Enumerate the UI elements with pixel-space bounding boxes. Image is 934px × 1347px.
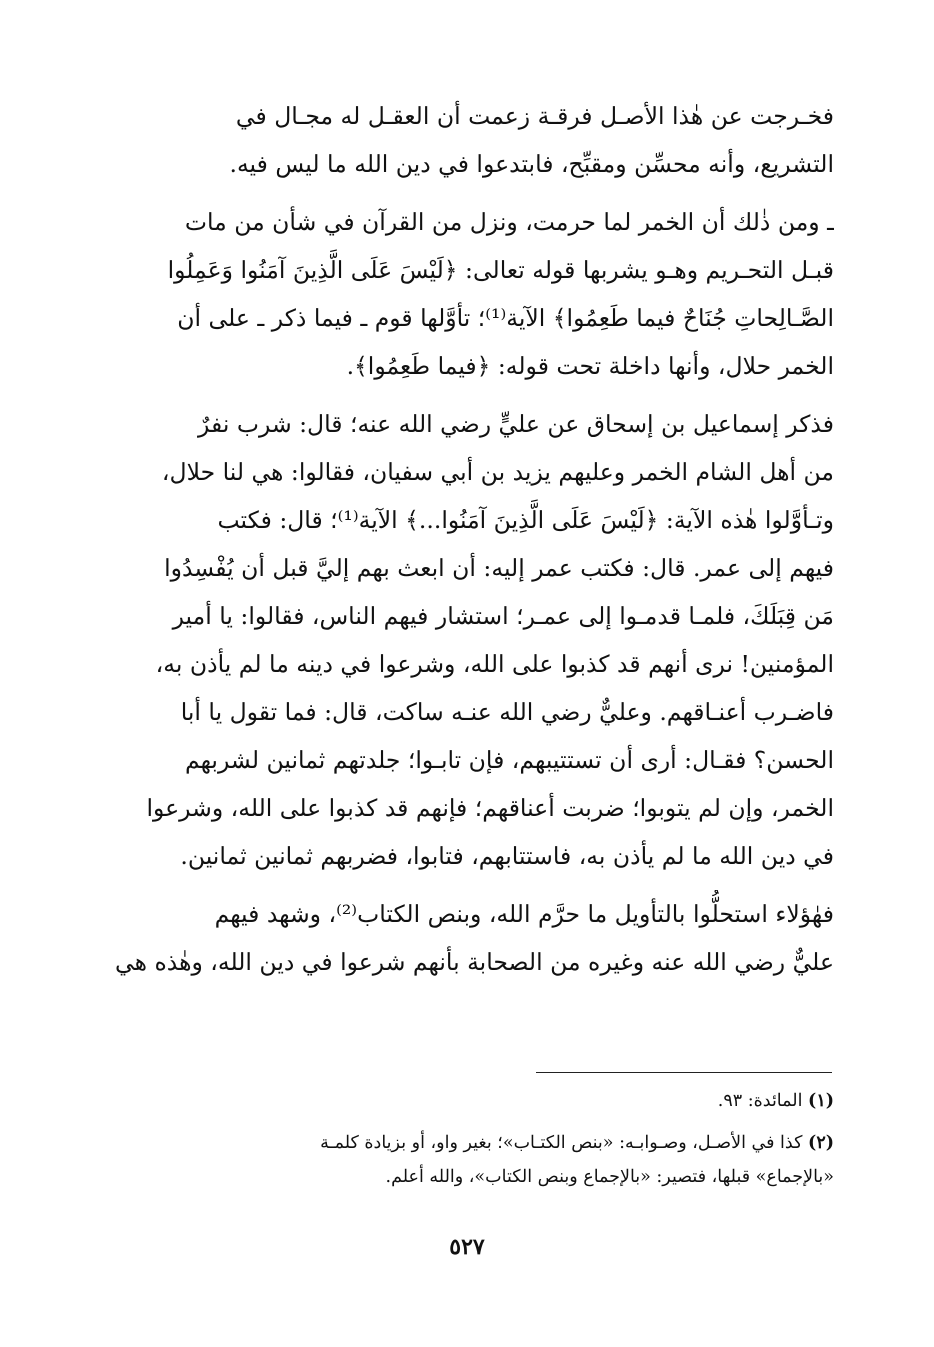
text-line: الحسن؟ فقـال: أرى أن تستتيبهم، فإن تابـوا؛ جلدتهم ثمانين لشربهم bbox=[184, 746, 834, 774]
footnote-line bbox=[100, 1126, 834, 1160]
footnotes bbox=[100, 1084, 834, 1202]
footnote-line bbox=[100, 1084, 834, 1118]
page-number: ٥٢٧ bbox=[449, 1234, 485, 1260]
paragraph-1 bbox=[100, 92, 834, 188]
text-line: الخمر، وإن لم يتوبوا؛ ضربت أعناقهم؛ فإنهم قد كذبوا على الله، وشرعوا bbox=[146, 794, 834, 822]
text-line: فهٰؤلاء استحلُّوا بالتأويل ما حرَّم الله، وبنص الكتاب⁽²⁾، وشهد فيهم bbox=[214, 900, 834, 928]
text-line: وتـأوَّلوا هٰذه الآية: ﴿لَيْسَ عَلَى الَّذِينَ آمَنُوا...﴾ الآية⁽¹⁾؛ قال: فكتب bbox=[217, 506, 834, 534]
text-line: التشريع، وأنه محسِّن ومقبِّح، فابتدعوا في دين الله ما ليس فيه. bbox=[229, 150, 834, 178]
text-line: فاضـرب أعنـاقهم. وعليٌّ رضي الله عنـه ساكت، قال: فما تقول يا أبا bbox=[180, 698, 834, 726]
text-line: فذكر إسماعيل بن إسحاق عن عليٍّ رضي الله عنه؛ قال: شرب نفرٌ bbox=[198, 410, 834, 438]
text-line: ـ ومن ذٰلك أن الخمر لما حرمت، ونزل من القرآن في شأن من مات bbox=[184, 208, 834, 236]
footnote-1 bbox=[100, 1084, 834, 1118]
text-line: المؤمنين! نرى أنهم قد كذبوا على الله، وشرعوا في دينه ما لم يأذن به، bbox=[155, 650, 834, 678]
text-line: في دين الله ما لم يأذن به، فاستتابهم، فتابوا، فضربهم ثمانين ثمانين. bbox=[180, 842, 834, 870]
main-text bbox=[100, 92, 834, 986]
footnote-text: كذا في الأصـل، وصـوابـه: «بنص الكتـاب»؛ بغير واو، أو بزيادة كلمـة bbox=[320, 1133, 803, 1153]
paragraph-4 bbox=[100, 890, 834, 986]
footnote-2 bbox=[100, 1126, 834, 1194]
text-line: فخـرجت عن هٰذا الأصـل فرقـة زعمت أن العقـل له مجـال في bbox=[235, 102, 834, 130]
text-line: مَن قِبَلَكَ، فلمـا قدمـوا إلى عمـر؛ استشار فيهم الناس، فقالوا: يا أمير bbox=[172, 602, 834, 630]
footnote-line: «بالإجماع» قبلها، فتصير: «بالإجماع وبنص الكتاب»، والله أعلم. bbox=[385, 1167, 834, 1187]
text-line: الصَّـالِحاتِ جُنَاحٌ فيما طَعِمُوا﴾ الآية⁽¹⁾؛ تأوَّلها قوم ـ فيما ذكر ـ على أن bbox=[177, 304, 834, 332]
footnote-separator bbox=[536, 1072, 832, 1073]
text-line: عليٌّ رضي الله عنه وغيره من الصحابة بأنهم شرعوا في دين الله، وهٰذه هي bbox=[115, 948, 834, 976]
text-line: قبـل التحـريم وهـو يشربها قوله تعالى: ﴿لَيْسَ عَلَى الَّذِينَ آمَنُوا وَعَمِلُوا bbox=[167, 256, 834, 284]
footnote-text: المائدة: ٩٣. bbox=[717, 1091, 803, 1111]
text-line: الخمر حلال، وأنها داخلة تحت قوله: ﴿فيما طَعِمُوا﴾. bbox=[346, 352, 834, 380]
paragraph-3 bbox=[100, 400, 834, 880]
text-line: فيهم إلى عمر. قال: فكتب عمر إليه: أن ابعث بهم إليَّ قبل أن يُفْسِدُوا bbox=[164, 554, 834, 582]
paragraph-2 bbox=[100, 198, 834, 390]
footnote-number: (٢) bbox=[808, 1133, 834, 1153]
footnote-number: (١) bbox=[808, 1091, 834, 1111]
text-line: من أهل الشام الخمر وعليهم يزيد بن أبي سفيان، فقالوا: هي لنا حلال، bbox=[161, 458, 834, 486]
